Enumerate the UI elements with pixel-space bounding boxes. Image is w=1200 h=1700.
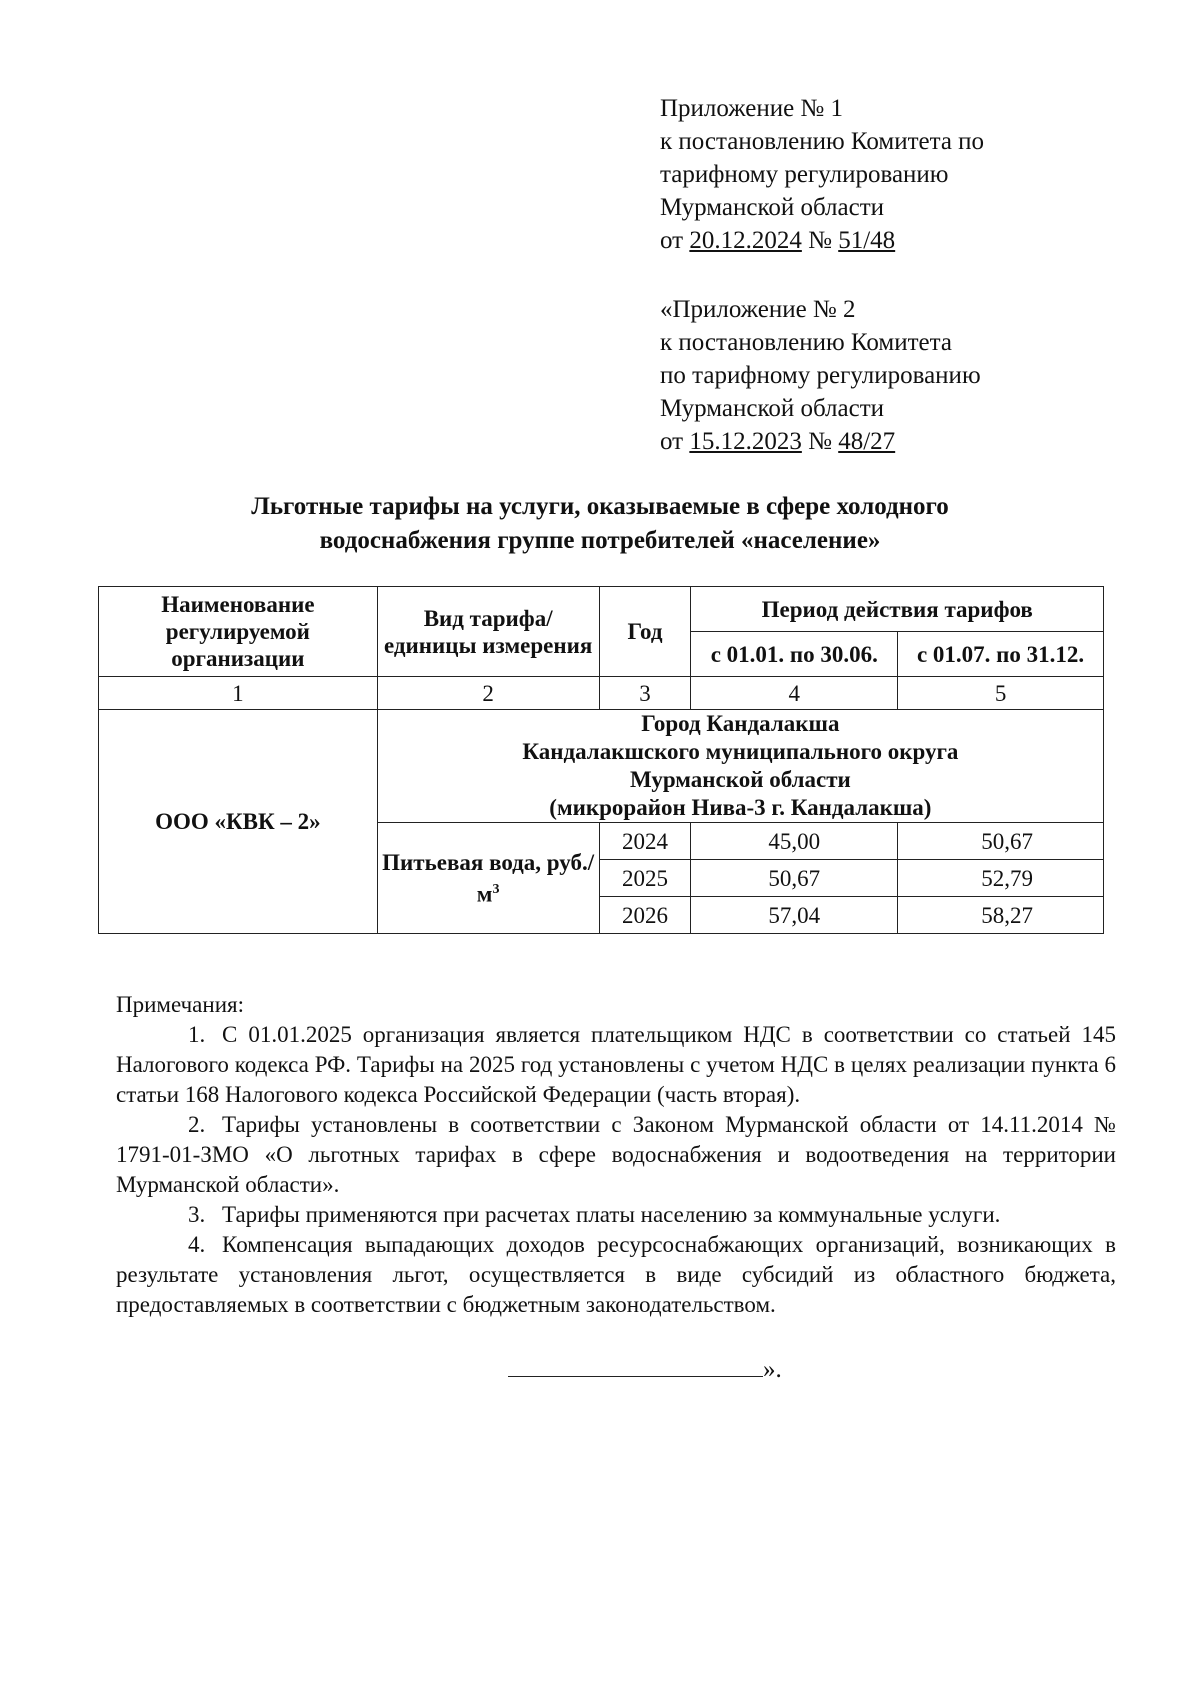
appendix-1-no-sign: №	[801, 227, 839, 254]
row-year: 2026	[599, 897, 691, 934]
column-number: 3	[599, 677, 691, 710]
note-text: Тарифы применяются при расчетах платы населению за коммунальные услуги.	[222, 1202, 1001, 1227]
header-period-1: с 01.01. по 30.06.	[691, 632, 898, 677]
organization-name: ООО «КВК – 2»	[99, 710, 378, 934]
note-number: 3.	[188, 1202, 206, 1227]
row-year: 2024	[599, 823, 691, 860]
row-h2-value: 52,79	[898, 860, 1104, 897]
header-org: Наименование регулируемой организации	[99, 587, 378, 677]
territory-line2: Кандалакшского муниципального округа	[522, 739, 959, 764]
closing-mark	[508, 1352, 782, 1384]
appendix-1-date: 20.12.2024	[689, 227, 802, 254]
table-header-row	[99, 587, 1104, 632]
appendix-2-header	[660, 293, 981, 458]
column-number: 2	[377, 677, 599, 710]
appendix-1-line3: тарифному регулированию	[660, 161, 949, 188]
appendix-2-title: «Приложение № 2	[660, 296, 856, 323]
note-item	[116, 1110, 1116, 1200]
column-number: 1	[99, 677, 378, 710]
appendix-1-line2: к постановлению Комитета по	[660, 128, 985, 155]
territory-line4: (микрорайон Нива-3 г. Кандалакша)	[549, 795, 932, 820]
row-year: 2025	[599, 860, 691, 897]
row-h2-value: 50,67	[898, 823, 1104, 860]
document-title	[90, 490, 1110, 558]
row-h1-value: 45,00	[691, 823, 898, 860]
note-text: С 01.01.2025 организация является плательщиком НДС в соответствии со статьей 145 Налогового кодекса РФ. Тарифы на 2025 год установлены с учетом НДС в целях реализации пункта 6 статьи 168 Налогового кодекса Российской Федерации (часть вторая).	[116, 1022, 1116, 1107]
row-h1-value: 57,04	[691, 897, 898, 934]
territory-name	[377, 710, 1103, 823]
note-item	[116, 1230, 1116, 1320]
note-text: Тарифы установлены в соответствии с Законом Мурманской области от 14.11.2014 № 1791-01-ЗМО «О льготных тарифах в сфере водоснабжения и водоотведения на территории Мурманской области».	[116, 1112, 1116, 1197]
signature-line	[508, 1352, 763, 1377]
appendix-2-date: 15.12.2023	[689, 428, 802, 455]
tariff-unit-exponent: 3	[492, 881, 500, 897]
tariff-name-text: Питьевая вода, руб./м	[382, 849, 595, 907]
note-number: 1.	[188, 1022, 206, 1047]
header-period: Период действия тарифов	[691, 587, 1104, 632]
appendix-2-line2: к постановлению Комитета	[660, 329, 952, 356]
appendix-1-line4: Мурманской области	[660, 194, 885, 221]
note-number: 2.	[188, 1112, 206, 1137]
appendix-2-date-line	[660, 425, 981, 458]
tariff-table	[98, 586, 1104, 934]
document-title-line1: Льготные тарифы на услуги, оказываемые в сфере холодного	[251, 493, 949, 520]
tariff-name	[377, 823, 599, 934]
row-h1-value: 50,67	[691, 860, 898, 897]
column-number: 4	[691, 677, 898, 710]
notes-heading: Примечания:	[116, 992, 244, 1017]
note-text: Компенсация выпадающих доходов ресурсоснабжающих организаций, возникающих в результате установления льгот, осуществляется в виде субсидий из областного бюджета, предоставляемых в соответствии с бюджетным законодательством.	[116, 1232, 1116, 1317]
note-item	[116, 1200, 1116, 1230]
header-period-2: с 01.07. по 31.12.	[898, 632, 1104, 677]
appendix-1-from: от	[660, 227, 690, 254]
territory-row	[99, 710, 1104, 823]
note-number: 4.	[188, 1232, 206, 1257]
appendix-2-no-sign: №	[801, 428, 839, 455]
appendix-2-from: от	[660, 428, 690, 455]
appendix-1-header	[660, 92, 984, 257]
notes-section	[116, 990, 1116, 1320]
appendix-2-line3: по тарифному регулированию	[660, 362, 981, 389]
appendix-2-number: 48/27	[838, 428, 896, 455]
column-number: 5	[898, 677, 1104, 710]
column-number-row	[99, 677, 1104, 710]
territory-line3: Мурманской области	[629, 767, 851, 792]
appendix-1-date-line	[660, 224, 984, 257]
document-title-line2: водоснабжения группе потребителей «население»	[319, 527, 881, 554]
closing-quote: ».	[763, 1356, 782, 1383]
header-year: Год	[599, 587, 691, 677]
note-item	[116, 1020, 1116, 1110]
territory-line1: Город Кандалакша	[641, 711, 840, 736]
header-tariff-type: Вид тарифа/единицы измерения	[377, 587, 599, 677]
appendix-1-number: 51/48	[838, 227, 896, 254]
appendix-1-title: Приложение № 1	[660, 95, 844, 122]
appendix-2-line4: Мурманской области	[660, 395, 885, 422]
row-h2-value: 58,27	[898, 897, 1104, 934]
